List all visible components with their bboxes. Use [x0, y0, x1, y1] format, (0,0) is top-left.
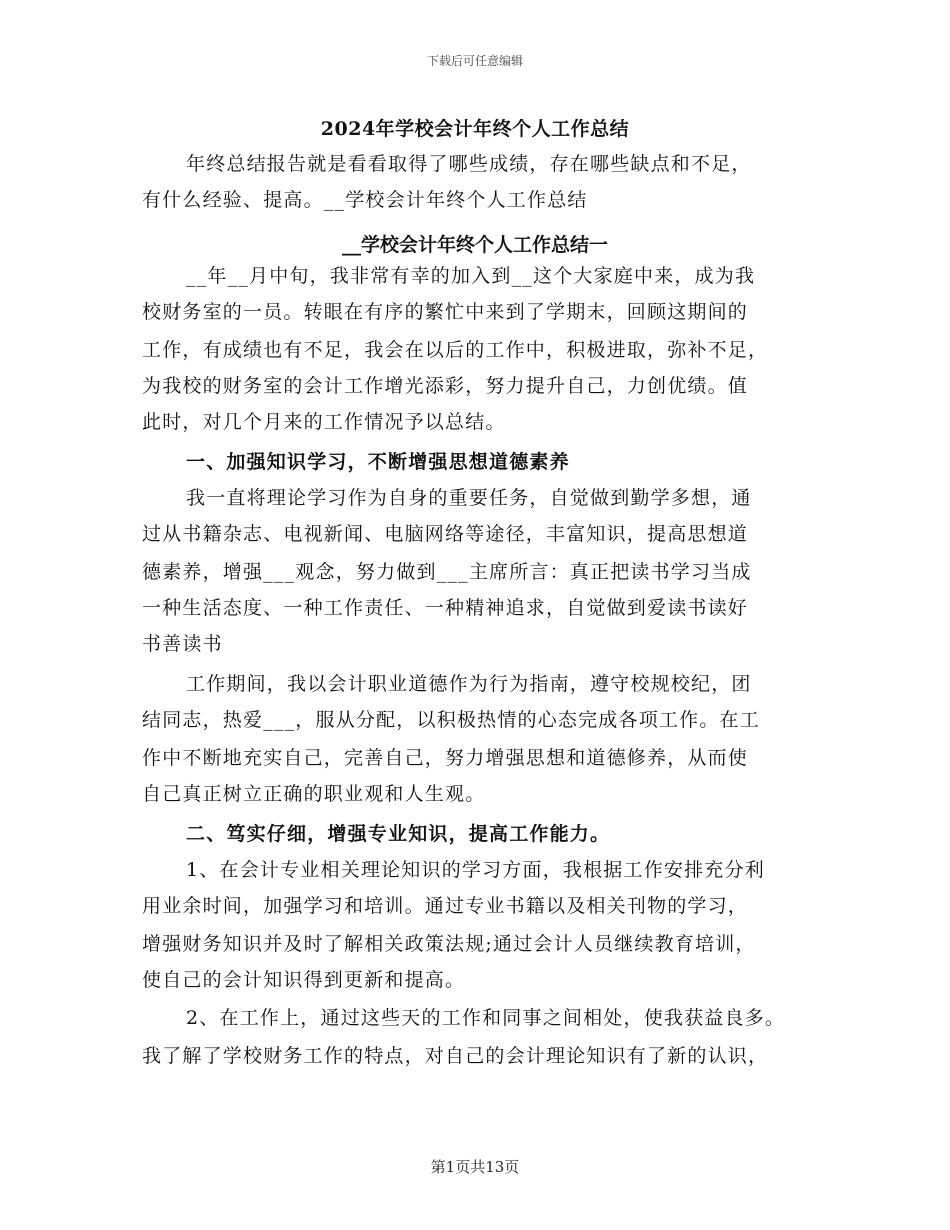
paragraph-line: 1、在会计专业相关理论知识的学习方面，我根据工作安排充分利: [186, 859, 765, 881]
paragraph-line: __年__月中旬，我非常有幸的加入到__这个大家庭中来，成为我: [186, 265, 756, 287]
section-heading: __学校会计年终个人工作总结一: [341, 234, 608, 256]
document-title: 2024年学校会计年终个人工作总结: [320, 118, 630, 140]
paragraph-line: 自己真正树立正确的职业观和人生观。: [142, 783, 486, 805]
paragraph-line: 工作期间，我以会计职业道德作为行为指南，遵守校规校纪，团: [186, 673, 752, 695]
paragraph-line: 结同志，热爱___，服从分配，以积极热情的心态完成各项工作。在工: [142, 709, 760, 731]
paragraph-line: 使自己的会计知识得到更新和提高。: [142, 969, 466, 991]
header-note: 下载后可任意编辑: [426, 54, 523, 68]
paragraph-line: 书善读书: [142, 633, 223, 655]
section-heading: 一、加强知识学习，不断增强思想道德素养: [186, 451, 570, 473]
page-number: 第1页共13页: [430, 1158, 520, 1176]
paragraph-line: 增强财务知识并及时了解相关政策法规;通过会计人员继续教育培训，: [142, 933, 756, 955]
paragraph-line: 为我校的财务室的会计工作增光添彩，努力提升自己，力创优绩。值: [142, 375, 749, 397]
paragraph-line: 我一直将理论学习作为自身的重要任务，自觉做到勤学多想，通: [186, 487, 752, 509]
paragraph-line: 校财务室的一员。转眼在有序的繁忙中来到了学期末，回顾这期间的: [142, 301, 749, 323]
paragraph-line: 作中不断地充实自己，完善自己，努力增强思想和道德修养，从而使: [142, 747, 749, 769]
paragraph-line: 一种生活态度、一种工作责任、一种精神追求，自觉做到爱读书读好: [142, 597, 749, 619]
paragraph-line: 过从书籍杂志、电视新闻、电脑网络等途径，丰富知识，提高思想道: [142, 523, 749, 545]
paragraph-line: 此时，对几个月来的工作情况予以总结。: [142, 411, 506, 433]
paragraph-line: 用业余时间，加强学习和培训。通过专业书籍以及相关刊物的学习，: [142, 895, 749, 917]
paragraph-line: 我了解了学校财务工作的特点，对自己的会计理论知识有了新的认识，: [142, 1045, 769, 1067]
paragraph-line: 2、在工作上，通过这些天的工作和同事之间相处，使我获益良多。: [186, 1007, 786, 1029]
section-heading: 二、笃实仔细，增强专业知识，提高工作能力。: [186, 823, 611, 845]
paragraph-line: 德素养，增强___观念，努力做到___主席所言：真正把读书学习当成: [142, 561, 752, 583]
paragraph-line: 工作，有成绩也有不足，我会在以后的工作中，积极进取，弥补不足，: [142, 339, 769, 361]
paragraph-line: 有什么经验、提高。__学校会计年终个人工作总结: [142, 189, 588, 211]
paragraph-line: 年终总结报告就是看看取得了哪些成绩，存在哪些缺点和不足，: [186, 153, 752, 175]
